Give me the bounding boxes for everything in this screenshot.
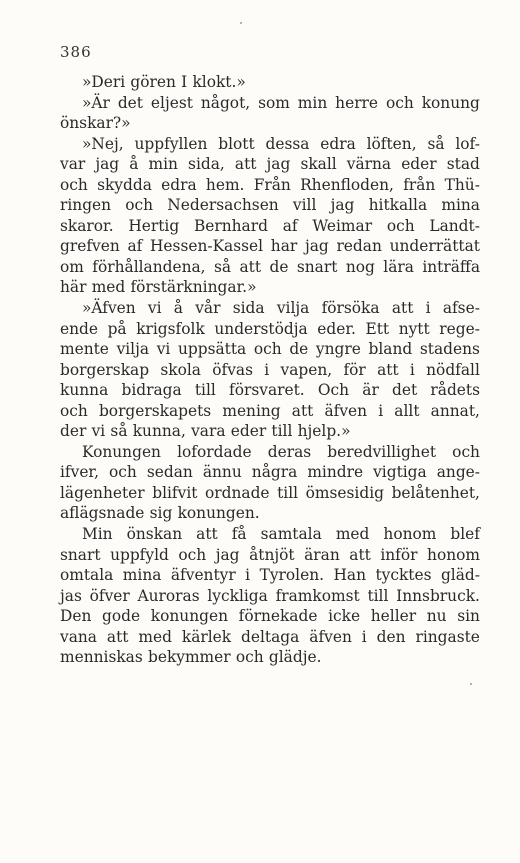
text-line: Min önskan att få samtala med honom blef [82,525,480,544]
text-line: grefven af Hessen-Kassel har jag redan underrättat [60,237,480,256]
text-line: mente vilja vi uppsätta och de yngre bland stadens [60,340,480,359]
text-line: kunna bidraga till försvaret. Och är det rådets [60,381,480,400]
text-line: menniskas bekymmer och glädje. [60,648,322,667]
text-line: »Äfven vi å vår sida vilja försöka att i afse- [82,299,480,318]
paper-speck [240,22,242,24]
text-line: snart uppfyld och jag åtnjöt äran att inför honom [60,545,480,564]
text-line: vana att med kärlek deltaga äfven i den ringaste [60,627,480,646]
text-line: här med förstärkningar.» [60,278,257,297]
text-line: jas öfver Auroras lyckliga framkomst till Innsbruck. [60,586,480,605]
text-line: lägenheter blifvit ordnade till ömsesidig belåtenhet, [60,483,480,502]
text-line: »Deri gören I klokt.» [82,73,246,91]
text-line: omtala mina äfventyr i Tyrolen. Han tycktes gläd- [60,566,480,585]
text-line: »Nej, uppfyllen blott dessa edra löften, så lof- [82,134,480,153]
page-number: 386 [60,43,92,61]
text-line: ende på krigsfolk understödja eder. Ett nytt rege- [60,319,480,338]
text-line: skaror. Hertig Bernhard af Weimar och Landt- [60,216,480,235]
text-line: Konungen lofordade deras beredvillighet och [82,442,480,461]
text-line: och borgerskapets mening att äfven i allt annat, [60,401,480,420]
text-line: der vi så kunna, vara eder till hjelp.» [60,422,351,441]
text-line: »Är det eljest något, som min herre och konung [82,93,480,112]
text-line: ifver, och sedan ännu några mindre vigtiga ange- [60,463,480,482]
text-line: önskar?» [60,114,131,133]
text-line: om förhållandena, så att de snart nog lära inträffa [60,257,480,276]
text-line: borgerskap skola öfvas i vapen, för att i nödfall [60,360,480,379]
text-line: aflägsnade sig konungen. [60,504,260,523]
body-text [60,72,480,668]
text-line: var jag å min sida, att jag skall värna eder stad [60,155,480,174]
text-line: Den gode konungen förnekade icke heller nu sin [60,607,480,626]
text-line: och skydda edra hem. Från Rhenfloden, från Thü- [60,175,480,194]
paper-speck [470,683,472,685]
text-line: ringen och Nedersachsen vill jag hitkalla mina [60,196,480,215]
